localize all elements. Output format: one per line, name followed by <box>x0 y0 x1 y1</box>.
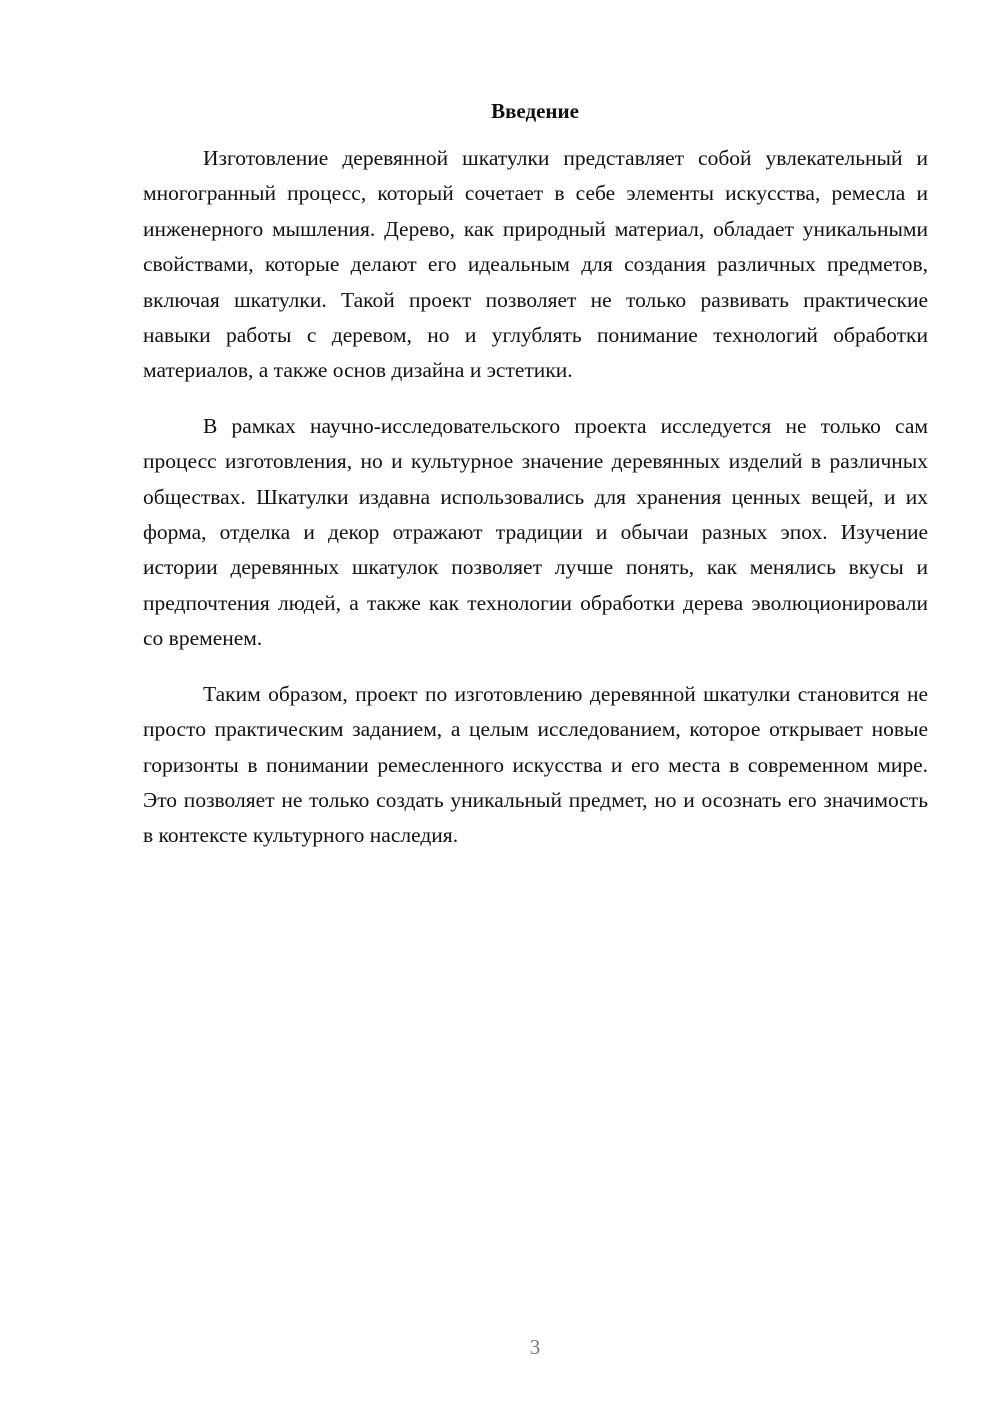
paragraph-1: Изготовление деревянной шкатулки представляет собой увлекательный и многогранный процесс, который сочетает в себе элементы искусства, ремесла и инженерного мышления. Дерево, как природный материал, обладает уникальными свойствами, которые делают его идеальным для создания различных предметов, включая шкатулки. Такой проект позволяет не только развивать практические навыки работы с деревом, но и углублять понимание технологий обработки материалов, а также основ дизайна и эстетики. <box>143 146 928 383</box>
body-text <box>143 141 928 854</box>
page-title: Введение <box>491 99 579 123</box>
paragraph-2: В рамках научно-исследовательского проекта исследуется не только сам процесс изготовления, но и культурное значение деревянных изделий в различных обществах. Шкатулки издавна использовались для хранения ценных вещей, и их форма, отделка и декор отражают традиции и обычаи разных эпох. Изучение истории деревянных шкатулок позволяет лучше понять, как менялись вкусы и предпочтения людей, а также как технологии обработки дерева эволюционировали со временем. <box>143 413 928 651</box>
paragraph-3: Таким образом, проект по изготовлению деревянной шкатулки становится не просто практическим заданием, а целым исследованием, которое открывает новые горизонты в понимании ремесленного искусства и его места в современном мире. Это позволяет не только создать уникальный предмет, но и осознать его значимость в контексте культурного наследия. <box>143 681 928 848</box>
page-number: 3 <box>529 1335 541 1359</box>
